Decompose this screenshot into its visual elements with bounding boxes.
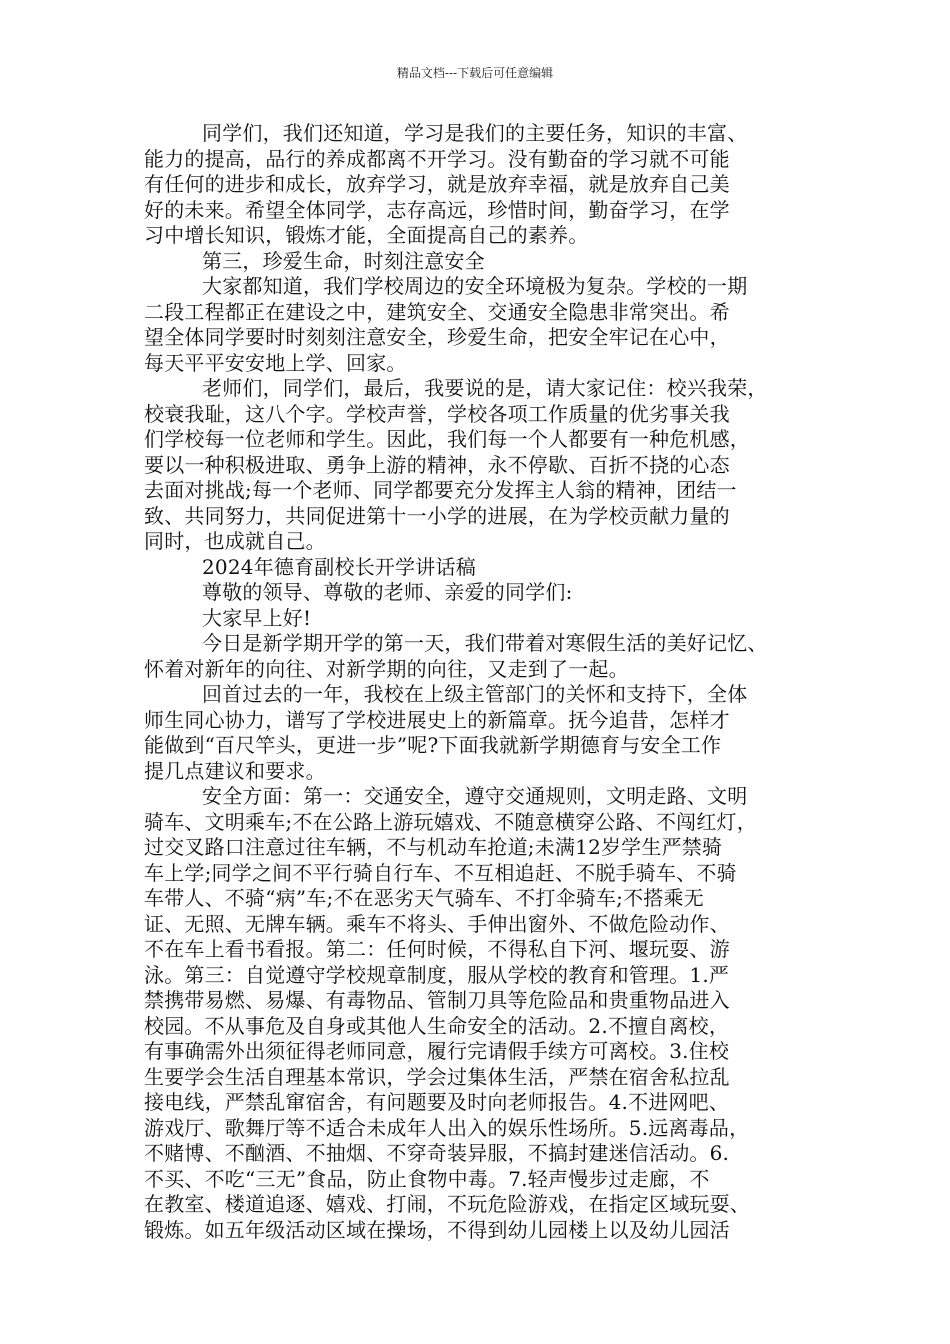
document-body (144, 121, 804, 1243)
text-line: 要以一种积极进取、勇争上游的精神，永不停歇、百折不挠的心态 (144, 452, 730, 477)
text-line: 有任何的进步和成长，放弃学习，就是放弃幸福，就是放弃自己美 (144, 172, 730, 196)
text-line: 老师们，同学们，最后，我要说的是，请大家记住：校兴我荣， (202, 376, 768, 400)
text-line: 不买、不吃“三无”食品，防止食物中毒。7.轻声慢步过走廊，不 (144, 1166, 710, 1191)
text-line: 能力的提高，品行的养成都离不开学习。没有勤奋的学习就不可能 (144, 146, 730, 171)
text-line: 大家都知道，我们学校周边的安全环境极为复杂。学校的一期 (202, 274, 748, 298)
text-line: 提几点建议和要求。 (144, 758, 326, 783)
text-line: 去面对挑战;每一个老师、同学都要充分发挥主人翁的精神，团结一 (144, 478, 737, 502)
text-line: 每天平平安安地上学、回家。 (144, 350, 407, 375)
text-line: 锻炼。如五年级活动区域在操场，不得到幼儿园楼上以及幼儿园活 (144, 1217, 730, 1242)
text-line: 致、共同努力，共同促进第十一小学的进展，在为学校贡献力量的 (144, 503, 730, 528)
text-line: 校园。不从事危及自身或其他人生命安全的活动。2.不擅自离校， (144, 1013, 730, 1038)
text-line: 们学校每一位老师和学生。因此，我们每一个人都要有一种危机感， (144, 427, 750, 451)
text-line: 车带人、不骑“病”车;不在恶劣天气骑车、不打伞骑车;不搭乘无 (144, 886, 704, 910)
text-line: 第三，珍爱生命，时刻注意安全 (202, 248, 485, 273)
text-line: 二段工程都正在建设之中，建筑安全、交通安全隐患非常突出。希 (144, 299, 730, 324)
text-line: 好的未来。希望全体同学，志存高远，珍惜时间，勤奋学习，在学 (144, 197, 730, 222)
text-line: 证、无照、无牌车辆。乘车不将头、手伸出窗外、不做危险动作、 (144, 911, 730, 936)
text-line: 怀着对新年的向往、对新学期的向往，又走到了一起。 (144, 656, 629, 681)
text-line: 师生同心协力，谱写了学校进展史上的新篇章。抚今追昔，怎样才 (144, 707, 730, 732)
text-line: 望全体同学要时时刻刻注意安全，珍爱生命，把安全牢记在心中， (144, 325, 730, 349)
text-line: 能做到“百尺竿头，更进一步”呢?下面我就新学期德育与安全工作 (144, 733, 722, 757)
text-line: 不赌博、不酗酒、不抽烟、不穿奇装异服，不搞封建迷信活动。6. (144, 1141, 730, 1165)
page-header: 精品文档---下载后可任意编辑 (396, 66, 554, 80)
text-line: 过交叉路口注意过往车辆，不与机动车抢道;未满12岁学生严禁骑 (144, 835, 723, 859)
text-line: 车上学;同学之间不平行骑自行车、不互相追赶、不脱手骑车、不骑 (144, 860, 737, 885)
text-line: 大家早上好! (202, 605, 312, 630)
text-line: 尊敬的领导、尊敬的老师、亲爱的同学们: (202, 580, 573, 604)
text-line: 今日是新学期开学的第一天，我们带着对寒假生活的美好记忆、 (202, 631, 768, 655)
text-line: 不在车上看书看报。第二：任何时候，不得私自下河、堰玩耍、游 (144, 937, 730, 961)
text-line: 安全方面：第一：交通安全，遵守交通规则，文明走路、文明 (202, 784, 748, 808)
text-line: 回首过去的一年，我校在上级主管部门的关怀和支持下，全体 (202, 682, 748, 706)
text-line: 骑车、文明乘车;不在公路上游玩嬉戏、不随意横穿公路、不闯红灯， (144, 809, 757, 834)
text-line: 2024年德育副校长开学讲话稿 (202, 554, 476, 579)
text-line: 游戏厅、歌舞厅等不适合未成年人出入的娱乐性场所。5.远离毒品， (144, 1115, 750, 1140)
text-line: 生要学会生活自理基本常识，学会过集体生活，严禁在宿舍私拉乱 (144, 1064, 730, 1089)
text-line: 接电线，严禁乱窜宿舍，有问题要及时向老师报告。4.不进网吧、 (144, 1090, 730, 1114)
text-line: 泳。第三：自觉遵守学校规章制度，服从学校的教育和管理。1.严 (144, 962, 730, 987)
text-line: 同学们，我们还知道，学习是我们的主要任务，知识的丰富、 (202, 121, 748, 145)
text-line: 同时，也成就自己。 (144, 529, 326, 553)
text-line: 习中增长知识，锻炼才能，全面提高自己的素养。 (144, 223, 589, 247)
text-line: 禁携带易燃、易爆、有毒物品、管制刀具等危险品和贵重物品进入 (144, 988, 730, 1012)
text-line: 有事确需外出须征得老师同意，履行完请假手续方可离校。3.住校 (144, 1039, 730, 1063)
text-line: 在教室、楼道追逐、嬉戏、打闹，不玩危险游戏，在指定区域玩耍、 (144, 1192, 750, 1216)
text-line: 校衰我耻，这八个字。学校声誉，学校各项工作质量的优劣事关我 (144, 401, 730, 426)
